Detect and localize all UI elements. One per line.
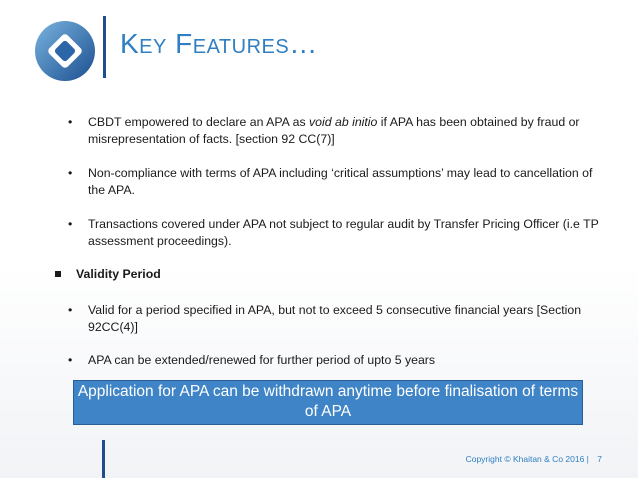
footer (466, 454, 602, 464)
list-item (68, 114, 608, 148)
square-bullet-icon (55, 271, 61, 277)
header-divider (103, 16, 106, 78)
bullet-icon: • (68, 166, 73, 180)
copyright-text: Copyright © Khaitan & Co 2016 | (465, 454, 589, 464)
bullet-text: Transactions covered under APA not subject to regular audit by Transfer Pricing Officer (i.e TP assessment proceedings). (88, 217, 599, 248)
list-item (68, 165, 608, 199)
bullet-text: CBDT empowered to declare an APA as void ab initio if APA has been obtained by fraud or misrepresentation of facts. [section 92 CC(7)] (88, 115, 580, 146)
bullet-text: Valid for a period specified in APA, but not to exceed 5 consecutive financial years [Section 92CC(4)] (88, 303, 582, 334)
footer-divider (102, 440, 105, 478)
bullet-text: Non-compliance with terms of APA including ‘critical assumptions’ may lead to cancellation of the APA. (88, 166, 593, 197)
bullet-icon: • (68, 115, 73, 129)
page-number: 7 (597, 454, 602, 464)
section-heading (52, 266, 608, 283)
bullet-text: APA can be extended/renewed for further period of upto 5 years (88, 353, 436, 367)
bullet-icon: • (68, 217, 73, 231)
section-heading-text: Validity Period (76, 267, 161, 281)
company-logo-icon (34, 20, 96, 82)
list-item (68, 352, 608, 369)
callout-box: Application for APA can be withdrawn anytime before finalisation of terms of APA (73, 380, 583, 425)
list-item (68, 216, 608, 250)
slide-content (68, 114, 608, 369)
bullet-icon: • (68, 303, 73, 317)
list-item (68, 302, 608, 336)
bullet-icon: • (68, 353, 73, 367)
page-title: Key Features… (120, 28, 318, 59)
